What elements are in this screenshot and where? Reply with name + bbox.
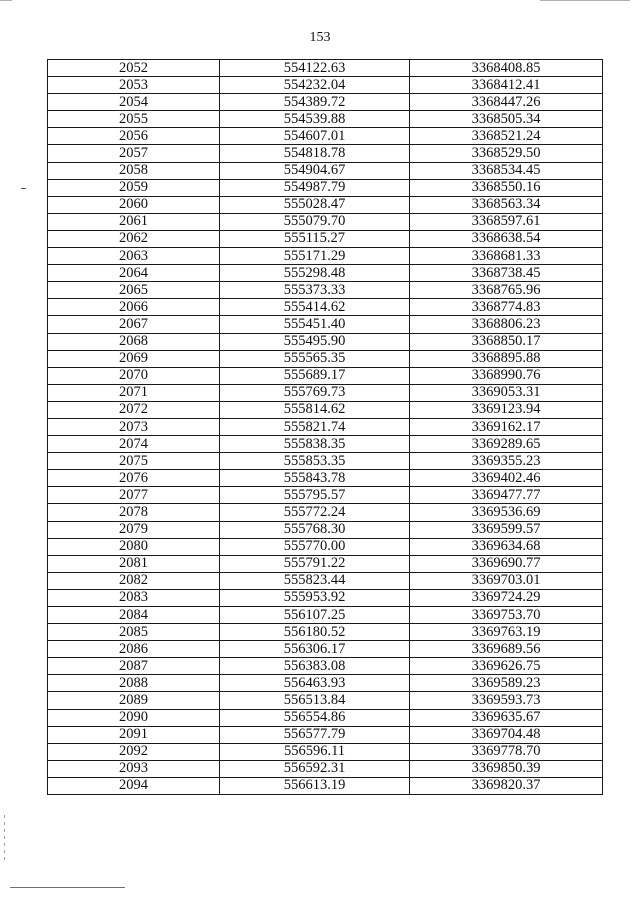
footnote-rule (10, 887, 125, 888)
y-coordinate-cell: 3368765.96 (410, 282, 603, 299)
table-row (48, 470, 603, 487)
x-coordinate-cell: 556596.11 (220, 743, 410, 760)
y-coordinate-cell: 3369477.77 (410, 487, 603, 504)
x-coordinate-cell: 555451.40 (220, 316, 410, 333)
point-id-cell: 2087 (48, 658, 220, 675)
table-row (48, 299, 603, 316)
point-id-cell: 2094 (48, 777, 220, 794)
scan-speck (21, 188, 26, 189)
point-id-cell: 2088 (48, 675, 220, 692)
table-row (48, 692, 603, 709)
point-id-cell: 2078 (48, 504, 220, 521)
y-coordinate-cell: 3368412.41 (410, 77, 603, 94)
x-coordinate-cell: 554232.04 (220, 77, 410, 94)
y-coordinate-cell: 3369536.69 (410, 504, 603, 521)
coordinate-table (47, 59, 603, 795)
point-id-cell: 2080 (48, 538, 220, 555)
y-coordinate-cell: 3369599.57 (410, 521, 603, 538)
table-row (48, 145, 603, 162)
table-row (48, 265, 603, 282)
point-id-cell: 2086 (48, 641, 220, 658)
x-coordinate-cell: 554122.63 (220, 60, 410, 77)
point-id-cell: 2068 (48, 333, 220, 350)
x-coordinate-cell: 554904.67 (220, 162, 410, 179)
point-id-cell: 2056 (48, 128, 220, 145)
y-coordinate-cell: 3369753.70 (410, 607, 603, 624)
table-row (48, 624, 603, 641)
point-id-cell: 2082 (48, 572, 220, 589)
x-coordinate-cell: 555079.70 (220, 213, 410, 230)
x-coordinate-cell: 555028.47 (220, 196, 410, 213)
y-coordinate-cell: 3368529.50 (410, 145, 603, 162)
x-coordinate-cell: 554607.01 (220, 128, 410, 145)
x-coordinate-cell: 555565.35 (220, 350, 410, 367)
table-row (48, 777, 603, 794)
x-coordinate-cell: 555823.44 (220, 572, 410, 589)
table-row (48, 487, 603, 504)
y-coordinate-cell: 3369635.67 (410, 709, 603, 726)
x-coordinate-cell: 555171.29 (220, 248, 410, 265)
y-coordinate-cell: 3369690.77 (410, 555, 603, 572)
x-coordinate-cell: 555838.35 (220, 436, 410, 453)
table-row (48, 418, 603, 435)
x-coordinate-cell: 555795.57 (220, 487, 410, 504)
y-coordinate-cell: 3369593.73 (410, 692, 603, 709)
point-id-cell: 2090 (48, 709, 220, 726)
table-row (48, 658, 603, 675)
x-coordinate-cell: 555814.62 (220, 401, 410, 418)
table-row (48, 316, 603, 333)
table-row (48, 179, 603, 196)
x-coordinate-cell: 555821.74 (220, 418, 410, 435)
table-row (48, 436, 603, 453)
point-id-cell: 2085 (48, 624, 220, 641)
y-coordinate-cell: 3369763.19 (410, 624, 603, 641)
y-coordinate-cell: 3368806.23 (410, 316, 603, 333)
y-coordinate-cell: 3368408.85 (410, 60, 603, 77)
table-row (48, 521, 603, 538)
coordinate-table-body (48, 60, 603, 795)
point-id-cell: 2052 (48, 60, 220, 77)
table-row (48, 504, 603, 521)
point-id-cell: 2057 (48, 145, 220, 162)
y-coordinate-cell: 3368447.26 (410, 94, 603, 111)
scan-edge-mark (4, 815, 5, 860)
page-number: 153 (309, 30, 331, 45)
y-coordinate-cell: 3369402.46 (410, 470, 603, 487)
table-row (48, 111, 603, 128)
point-id-cell: 2077 (48, 487, 220, 504)
table-row (48, 384, 603, 401)
y-coordinate-cell: 3369850.39 (410, 760, 603, 777)
point-id-cell: 2092 (48, 743, 220, 760)
point-id-cell: 2066 (48, 299, 220, 316)
y-coordinate-cell: 3369355.23 (410, 453, 603, 470)
point-id-cell: 2076 (48, 470, 220, 487)
point-id-cell: 2079 (48, 521, 220, 538)
y-coordinate-cell: 3369634.68 (410, 538, 603, 555)
table-row (48, 282, 603, 299)
x-coordinate-cell: 555373.33 (220, 282, 410, 299)
x-coordinate-cell: 555953.92 (220, 589, 410, 606)
point-id-cell: 2058 (48, 162, 220, 179)
table-row (48, 367, 603, 384)
scan-edge-mark (540, 0, 630, 1)
point-id-cell: 2084 (48, 607, 220, 624)
point-id-cell: 2072 (48, 401, 220, 418)
table-row (48, 743, 603, 760)
y-coordinate-cell: 3369589.23 (410, 675, 603, 692)
x-coordinate-cell: 555769.73 (220, 384, 410, 401)
table-row (48, 196, 603, 213)
point-id-cell: 2069 (48, 350, 220, 367)
y-coordinate-cell: 3369162.17 (410, 418, 603, 435)
x-coordinate-cell: 554389.72 (220, 94, 410, 111)
x-coordinate-cell: 554539.88 (220, 111, 410, 128)
x-coordinate-cell: 556463.93 (220, 675, 410, 692)
y-coordinate-cell: 3368850.17 (410, 333, 603, 350)
x-coordinate-cell: 556383.08 (220, 658, 410, 675)
x-coordinate-cell: 556577.79 (220, 726, 410, 743)
y-coordinate-cell: 3368774.83 (410, 299, 603, 316)
table-row (48, 555, 603, 572)
y-coordinate-cell: 3369820.37 (410, 777, 603, 794)
y-coordinate-cell: 3368638.54 (410, 230, 603, 247)
table-row (48, 572, 603, 589)
y-coordinate-cell: 3368597.61 (410, 213, 603, 230)
table-row (48, 162, 603, 179)
point-id-cell: 2089 (48, 692, 220, 709)
y-coordinate-cell: 3369704.48 (410, 726, 603, 743)
x-coordinate-cell: 554818.78 (220, 145, 410, 162)
point-id-cell: 2081 (48, 555, 220, 572)
x-coordinate-cell: 555791.22 (220, 555, 410, 572)
table-row (48, 248, 603, 265)
point-id-cell: 2075 (48, 453, 220, 470)
point-id-cell: 2059 (48, 179, 220, 196)
point-id-cell: 2070 (48, 367, 220, 384)
y-coordinate-cell: 3368550.16 (410, 179, 603, 196)
table-row (48, 538, 603, 555)
y-coordinate-cell: 3369123.94 (410, 401, 603, 418)
point-id-cell: 2062 (48, 230, 220, 247)
point-id-cell: 2093 (48, 760, 220, 777)
x-coordinate-cell: 555768.30 (220, 521, 410, 538)
x-coordinate-cell: 555772.24 (220, 504, 410, 521)
point-id-cell: 2054 (48, 94, 220, 111)
point-id-cell: 2073 (48, 418, 220, 435)
x-coordinate-cell: 555770.00 (220, 538, 410, 555)
table-row (48, 726, 603, 743)
point-id-cell: 2065 (48, 282, 220, 299)
table-row (48, 589, 603, 606)
y-coordinate-cell: 3368505.34 (410, 111, 603, 128)
point-id-cell: 2071 (48, 384, 220, 401)
x-coordinate-cell: 556613.19 (220, 777, 410, 794)
x-coordinate-cell: 555495.90 (220, 333, 410, 350)
point-id-cell: 2083 (48, 589, 220, 606)
y-coordinate-cell: 3369053.31 (410, 384, 603, 401)
point-id-cell: 2060 (48, 196, 220, 213)
point-id-cell: 2067 (48, 316, 220, 333)
table-row (48, 350, 603, 367)
x-coordinate-cell: 556306.17 (220, 641, 410, 658)
point-id-cell: 2061 (48, 213, 220, 230)
y-coordinate-cell: 3369703.01 (410, 572, 603, 589)
y-coordinate-cell: 3368990.76 (410, 367, 603, 384)
table-row (48, 675, 603, 692)
x-coordinate-cell: 554987.79 (220, 179, 410, 196)
point-id-cell: 2055 (48, 111, 220, 128)
y-coordinate-cell: 3369689.56 (410, 641, 603, 658)
table-row (48, 77, 603, 94)
table-row (48, 60, 603, 77)
table-row (48, 128, 603, 145)
table-row (48, 760, 603, 777)
scan-edge-mark (0, 0, 12, 1)
table-row (48, 453, 603, 470)
x-coordinate-cell: 555298.48 (220, 265, 410, 282)
x-coordinate-cell: 556513.84 (220, 692, 410, 709)
point-id-cell: 2053 (48, 77, 220, 94)
x-coordinate-cell: 556554.86 (220, 709, 410, 726)
y-coordinate-cell: 3368681.33 (410, 248, 603, 265)
table-row (48, 230, 603, 247)
x-coordinate-cell: 556592.31 (220, 760, 410, 777)
table-row (48, 333, 603, 350)
y-coordinate-cell: 3368563.34 (410, 196, 603, 213)
table-row (48, 213, 603, 230)
x-coordinate-cell: 555414.62 (220, 299, 410, 316)
table-row (48, 607, 603, 624)
x-coordinate-cell: 555689.17 (220, 367, 410, 384)
y-coordinate-cell: 3368895.88 (410, 350, 603, 367)
point-id-cell: 2074 (48, 436, 220, 453)
y-coordinate-cell: 3369724.29 (410, 589, 603, 606)
y-coordinate-cell: 3368534.45 (410, 162, 603, 179)
y-coordinate-cell: 3369778.70 (410, 743, 603, 760)
y-coordinate-cell: 3369289.65 (410, 436, 603, 453)
table-row (48, 641, 603, 658)
table-row (48, 709, 603, 726)
x-coordinate-cell: 555853.35 (220, 453, 410, 470)
y-coordinate-cell: 3368738.45 (410, 265, 603, 282)
x-coordinate-cell: 556107.25 (220, 607, 410, 624)
x-coordinate-cell: 556180.52 (220, 624, 410, 641)
y-coordinate-cell: 3369626.75 (410, 658, 603, 675)
y-coordinate-cell: 3368521.24 (410, 128, 603, 145)
point-id-cell: 2091 (48, 726, 220, 743)
x-coordinate-cell: 555843.78 (220, 470, 410, 487)
point-id-cell: 2063 (48, 248, 220, 265)
x-coordinate-cell: 555115.27 (220, 230, 410, 247)
point-id-cell: 2064 (48, 265, 220, 282)
table-row (48, 401, 603, 418)
table-row (48, 94, 603, 111)
